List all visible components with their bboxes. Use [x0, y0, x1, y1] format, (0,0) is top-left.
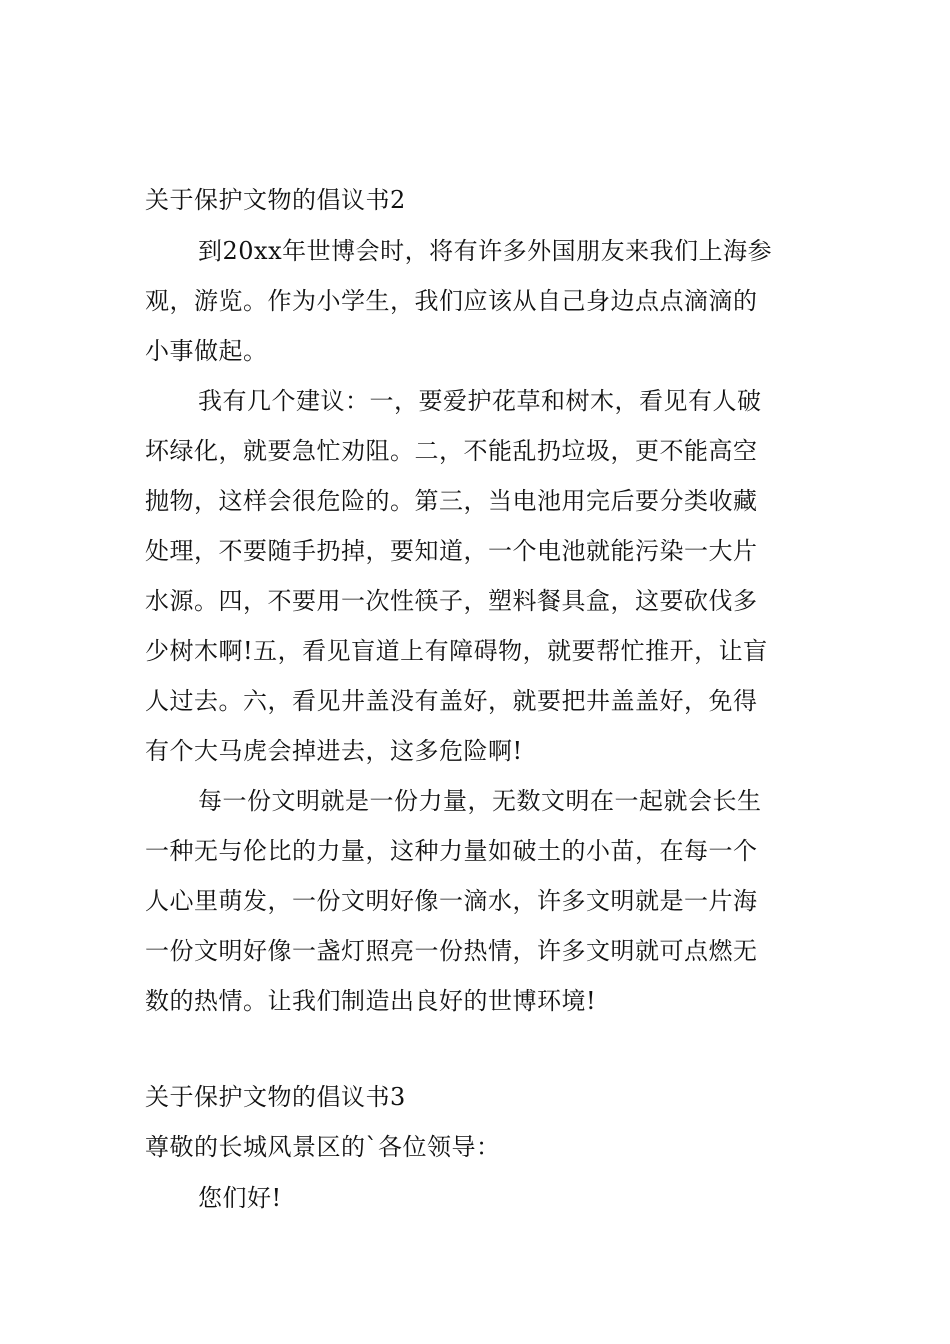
paragraph-2-line-5: 水源。四，不要用一次性筷子，塑料餐具盒，这要砍伐多	[145, 587, 758, 615]
paragraph-2-line-6: 少树木啊!五，看见盲道上有障碍物，就要帮忙推开，让盲	[145, 637, 768, 665]
paragraph-3-line-1: 每一份文明就是一份力量，无数文明在一起就会长生	[198, 787, 762, 815]
paragraph-2-line-8: 有个大马虎会掉进去，这多危险啊!	[145, 737, 523, 765]
paragraph-1-line-2: 观，游览。作为小学生，我们应该从自己身边点点滴滴的	[145, 287, 758, 315]
letter-greeting: 您们好!	[198, 1184, 282, 1212]
paragraph-2-line-4: 处理，不要随手扔掉，要知道，一个电池就能污染一大片	[145, 537, 758, 565]
paragraph-1-line-3: 小事做起。	[145, 337, 268, 365]
section-2-title: 关于保护文物的倡议书2	[145, 186, 406, 214]
paragraph-2-line-2: 坏绿化，就要急忙劝阻。二，不能乱扔垃圾，更不能高空	[145, 437, 758, 465]
paragraph-3-line-2: 一种无与伦比的力量，这种力量如破土的小苗，在每一个	[145, 837, 758, 865]
paragraph-2-line-3: 抛物，这样会很危险的。第三，当电池用完后要分类收藏	[145, 487, 758, 515]
paragraph-2-line-7: 人过去。六，看见井盖没有盖好，就要把井盖盖好，免得	[145, 687, 758, 715]
paragraph-3-line-3: 人心里萌发，一份文明好像一滴水，许多文明就是一片海	[145, 887, 758, 915]
paragraph-2-line-1: 我有几个建议：一，要爱护花草和树木，看见有人破	[198, 387, 762, 415]
paragraph-3-line-5: 数的热情。让我们制造出良好的世博环境!	[145, 987, 597, 1015]
letter-salutation: 尊敬的长城风景区的`各位领导：	[145, 1133, 501, 1161]
paragraph-1-line-1: 到20xx年世博会时，将有许多外国朋友来我们上海参	[198, 237, 773, 265]
paragraph-3-line-4: 一份文明好像一盏灯照亮一份热情，许多文明就可点燃无	[145, 937, 758, 965]
section-3-title: 关于保护文物的倡议书3	[145, 1083, 406, 1111]
